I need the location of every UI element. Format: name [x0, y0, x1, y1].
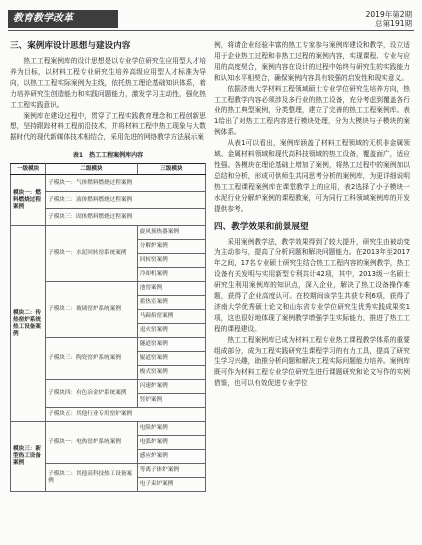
table-cell: 竖炉案例: [137, 394, 205, 408]
header-rule: [8, 30, 414, 31]
table-cell: 子模块三：固体燃料燃烧过程案例: [46, 209, 206, 226]
table-cell: 子模块一：水泥回转窑系统案例: [46, 226, 138, 282]
table-cell: 模块三：新型热工设备案例: [11, 422, 46, 492]
table-cell: 子模块五：其他行业专用窑炉案例: [46, 408, 206, 422]
table-cell: 子模块三：陶瓷窑炉系统案例: [46, 338, 138, 380]
issue-number: 2019年第2期: [365, 10, 412, 19]
table-cell: 池窑案例: [137, 282, 205, 296]
right-column: [214, 40, 410, 389]
case-library-table: [10, 163, 206, 492]
paragraph: 采用案例教学法，教学效果得到了较大提升，研究生由被动变为主动参与，提高了分析问题和解决问题能力。在2013年至2017年之间，17名专业硕士研究生结合热工工程内容的案例教学，热工设备有关发明与实用新型专利共计42项，其中，2013级一名硕士研究生利用案例库的知识点，深入企业，解决了热工设备操作难题，获得了企业高度认可。在校期间该学生共获专利6项，获得了济南大学优秀硕士论文和山东省专业学位研究生优秀实践成果奖1项，这也很好地体现了案例教学增强学生实际能力，推进了热工工程的课程建设。: [214, 237, 410, 333]
table-cell: 子模块一：气体燃料燃烧过程案例: [46, 175, 206, 192]
table-cell: 电子束炉案例: [137, 478, 205, 492]
total-issue-number: 总第191期: [375, 19, 412, 28]
table-header-cell: 一级模块: [11, 164, 46, 175]
table-cell: 蓄热室案例: [137, 296, 205, 310]
column-header-bar: [8, 10, 118, 28]
paragraph: 热工工程案例库已成为材料工程专业热工课程教学体系的重要组成部分，成为工程实践研究生课程学习的有力工具，提高了研究生学习兴趣，助推分析问题和解决工程实际问题能力培养。案例库既可作为材料工程专业学位研究生进行课题研究和论文写作的实例借鉴，也可以有效促进专业学位: [214, 335, 410, 388]
paragraph: 热工工程案例库的设计思想是以专业学位研究生应用型人才培养为目标，以材料工程专业研究生培养高级应用型人才标准为导向，以热工工程实际案例为主线，依托热工理论基础知识体系，着力培养研究生创造能力和实践问题能力，激发学习主动性，强化热工工程实践意识。: [10, 57, 206, 109]
table-cell: 马蹄焰窑案例: [137, 310, 205, 324]
paragraph: 案例库在建设过程中，贯穿了工程实践教育理念和工程创新思想，坚持跟踪材料工程前沿技术，并将材料工程中热工现象与大数据时代的现代新媒体技术相结合，采用先进的网络教学方法展示案: [10, 111, 206, 142]
table-header-cell: 二级模块: [46, 164, 138, 175]
left-column: [10, 40, 206, 492]
table-cell: 闪速炉案例: [137, 380, 205, 394]
table-cell: 子模块一：电热窑炉系统案例: [46, 422, 138, 464]
table-cell: 冷却机案例: [137, 268, 205, 282]
table-cell: 模块二：传热窑炉系统热工设备案例: [11, 226, 46, 422]
table-cell: 旋风预热器案例: [137, 226, 205, 240]
table-cell: 子模块四：有色冶金炉系统案例: [46, 380, 138, 408]
section-three-title: 三、案例库设计思想与建设内容: [10, 41, 131, 51]
table-caption: 表1 热工工程案例库内容: [72, 152, 144, 160]
table-cell: 电弧炉案例: [137, 436, 205, 450]
table-header-cell: 三级模块: [137, 164, 205, 175]
table-cell: 子模块二：玻璃窑炉系统案例: [46, 282, 138, 338]
table-cell: 分解炉案例: [137, 240, 205, 254]
table-cell: 子模块二：其他高科技热工设备案例: [46, 464, 138, 492]
section-four-title: 四、教学效果和前景展望: [214, 221, 309, 232]
table-cell: 等离子体炉案例: [137, 464, 205, 478]
table-cell: 感应炉案例: [137, 450, 205, 464]
table-cell: 退火窑案例: [137, 324, 205, 338]
table-cell: 回转窑案例: [137, 254, 205, 268]
paragraph: 从表1可以看出，案例库涵盖了材料工程领域的无机非金属领域、金属材料领域和现代高科技领域的热工设备，覆盖面广，适应性强。各模块在理论基础上增加了案例，将热工过程中的案例加以总结和分析，形成可供师生共同思考分析的案例库，为更详细说明热工工程课程案例库在课堂教学上的应用，表2选择了小子模块一水泥行业分解炉案例的课程教案，可为同行工科领域案例库的开发提供参考。: [214, 139, 410, 213]
table-cell: 子模块二：液体燃料燃烧过程案例: [46, 192, 206, 209]
table-cell: 梭式窑案例: [137, 366, 205, 380]
table-cell: 电阻炉案例: [137, 422, 205, 436]
issue-info: [366, 10, 412, 28]
table-cell: 模块一：燃料燃烧过程案例: [11, 175, 46, 226]
table-cell: 隧道窑案例: [137, 338, 205, 352]
column-name: 教育教学改革: [13, 13, 73, 24]
table-cell: 辊道窑案例: [137, 352, 205, 366]
paragraph: 例，将请企业经验丰富的热工专家参与案例库建设和教学，设立适用于企业热工过程和非热工过程的案例内容，实现课程、专业与应用的高度契合，案例内容在设计的过程中始终与研究生的实践能力和认知水平相契合，确保案例内容具有较强的启发性和现实意义。: [214, 41, 410, 82]
paragraph: 依据济南大学材料工程领域硕士专业学位研究生培养方向，热工工程教学内容必须涉及多行业的热工设备，充分考虑到覆盖各行业的热工典型案例，分类整理，建立了完善的热工工程案例库。表1给出了对热工工程内容进行模块处理，分为大模块与子模块的案例体系。: [214, 84, 410, 137]
